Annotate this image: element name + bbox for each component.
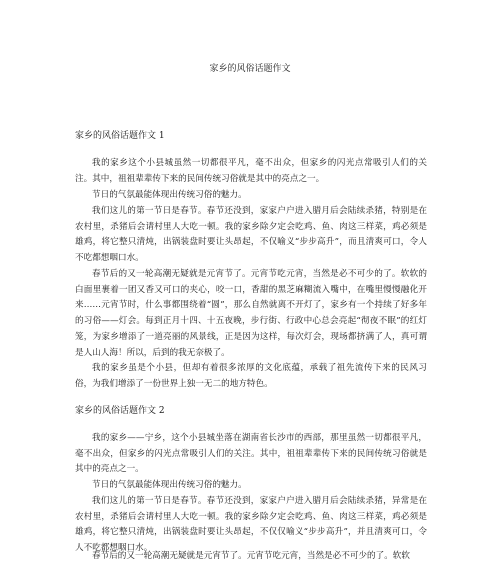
section-heading-1: 家乡的风俗话题作文 1 (75, 131, 165, 141)
section-heading-2: 家乡的风俗话题作文 2 (75, 406, 165, 416)
paragraph-s1-p2: 节日的气氛最能体现出传统习俗的魅力。 (92, 190, 247, 200)
paragraph-s1-p1: 我的家乡这个小县城虽然一切都很平凡，毫不出众，但家乡的闪光点常吸引人们的关注。其中，祖祖辈辈传下来的民间传统习俗就是其中的亮点之一。 (75, 158, 427, 184)
paragraph-s2-p3: 我们这儿的第一节日是春节。春节还没到，家家户户进入腊月后会陆续杀猪，异常是在农村里，杀猪后会请村里人大吃一顿。我的家乡除夕定会吃鸡、鱼、肉这三样菜，鸡必须是雄鸡，将它整只清炖，出锅装盘时要让头昂起，不仅仅喻义“步步高升”，并且清爽可口，令人不吃都想咽口水。 (75, 496, 427, 554)
paragraph-s2-p2: 节日的气氛最能体现出传统习俗的魅力。 (92, 480, 247, 490)
paragraph-s1-p5: 我的家乡虽是个小县，但却有着很多浓厚的文化底蕴，承载了祖先流传下来的民风习俗，为我们增添了一份世界上独一无二的地方特色。 (75, 363, 427, 389)
paragraph-s1-p3: 我们这儿的第一节日是春节。春节还没到，家家户户进入腊月后会陆续杀猪，特别是在农村里，杀猪后会请村里人大吃一顿。我的家乡除夕定会吃鸡、鱼、肉这三样菜，鸡必须是雄鸡，将它整只清炖，出锅装盘时要让头昂起，不仅喻义“步步高升”，而且清爽可口，令人不吃都想咽口水。 (75, 206, 427, 264)
paragraph-s1-p4: 春节后的又一轮高潮无疑就是元宵节了。元宵节吃元宵，当然是必不可少的了。软软的白面里裹着一团又香又可口的夹心，咬一口，香甜的黑芝麻糊流入嘴中，在嘴里慢慢融化开来……元宵节时，什么事都围绕着“圆”，那么自然就离不开灯了，家乡有一个持续了好多年的习俗——灯会。每到正月十四、十五夜晚，步行街、行政中心总会亮起“彻夜不眠”的红灯笼，为家乡增添了一道亮丽的风景线，正是因为这样，每次灯会，现场都挤满了人，真可谓是人山人海！所以，后到的我无奈极了。 (75, 269, 427, 358)
document-title: 家乡的风俗话题作文 (209, 64, 291, 74)
paragraph-s2-p4: 春节后的又一轮高潮无疑就是元宵节了。元宵节吃元宵，当然是必不可少的了。软软 (92, 551, 410, 561)
paragraph-s2-p1: 我的家乡——宁乡，这个小县城坐落在湖南省长沙市的西部，那里虽然一切都很平凡，毫不出众，但家乡的闪光点常吸引人们的关注。其中，祖祖辈辈传下来的民间传统习俗就是其中的亮点之一。 (75, 433, 427, 475)
